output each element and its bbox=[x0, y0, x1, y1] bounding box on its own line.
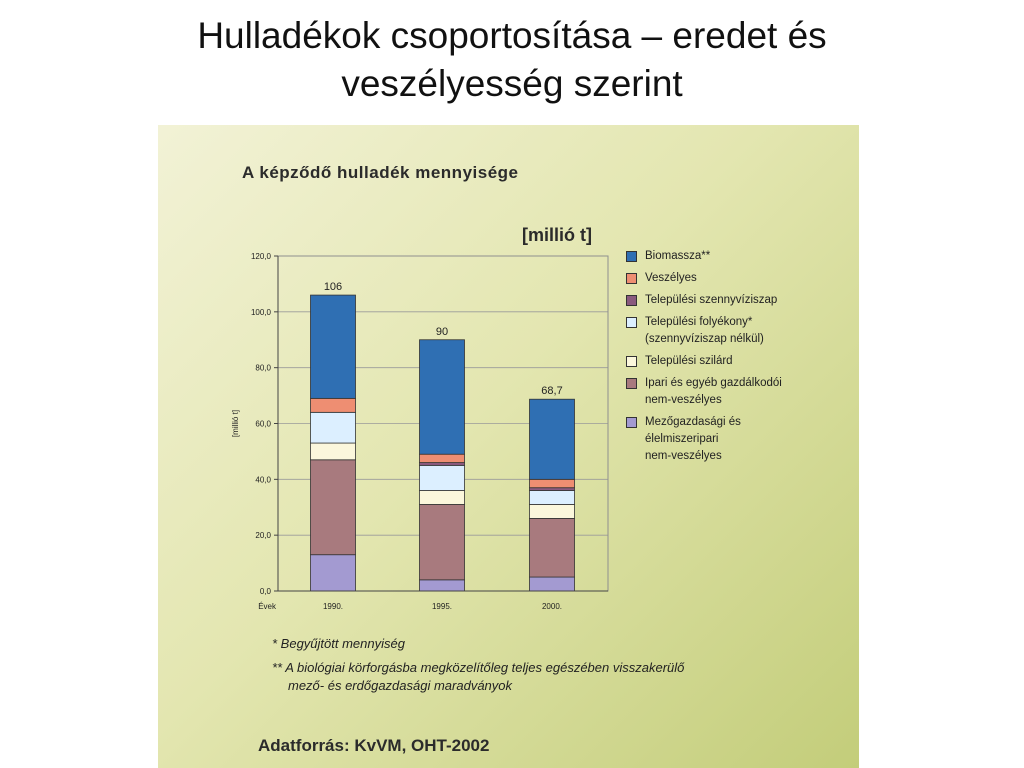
legend-item bbox=[626, 375, 846, 409]
footnotes bbox=[272, 635, 684, 695]
bar-segment bbox=[530, 491, 575, 505]
legend-item bbox=[626, 292, 846, 309]
bar-segment bbox=[530, 577, 575, 591]
x-axis-label: Évek bbox=[258, 602, 276, 611]
legend-label: Ipari és egyéb gazdálkodói nem-veszélyes bbox=[645, 377, 782, 406]
legend-label: Települési szennyvíziszap bbox=[645, 294, 778, 306]
bar-segment bbox=[311, 443, 356, 460]
x-tick-label: 2000. bbox=[541, 602, 563, 611]
footnote-1: * Begyűjtött mennyiség bbox=[272, 636, 405, 651]
total-label: 90 bbox=[435, 325, 449, 338]
bar-segment bbox=[420, 454, 465, 462]
unit-label: [millió t] bbox=[522, 225, 592, 245]
legend-item bbox=[626, 248, 846, 265]
slide-title-line-2: veszélyesség szerint bbox=[341, 63, 683, 104]
y-tick-label: 100,0 bbox=[250, 307, 271, 317]
bar-segment bbox=[311, 412, 356, 443]
y-tick-label: 0,0 bbox=[259, 587, 271, 596]
data-source: Adatforrás: KvVM, OHT-2002 bbox=[258, 736, 490, 755]
legend-label: Veszélyes bbox=[645, 272, 697, 284]
y-tick-label: 80,0 bbox=[255, 363, 271, 373]
bar-segment bbox=[530, 488, 575, 491]
bars bbox=[311, 295, 575, 591]
y-axis-label: [millió t] bbox=[231, 409, 240, 438]
bar-segment bbox=[530, 518, 575, 577]
bar-segment bbox=[311, 295, 356, 398]
x-tick-label: 1995. bbox=[431, 602, 453, 611]
bar-segment bbox=[311, 398, 356, 412]
x-tick-label: 1990. bbox=[322, 602, 344, 611]
bar-segment bbox=[530, 399, 575, 479]
y-tick-label: 20,0 bbox=[255, 531, 271, 541]
axis-labels bbox=[231, 252, 563, 611]
bar-segment bbox=[420, 580, 465, 591]
chart-title: A képződő hulladék mennyisége bbox=[242, 163, 519, 182]
y-tick-label: 60,0 bbox=[255, 419, 271, 429]
chart-panel bbox=[158, 125, 859, 768]
legend-label: Települési szilárd bbox=[645, 355, 733, 367]
bar-segment bbox=[420, 504, 465, 579]
y-tick-label: 40,0 bbox=[255, 475, 271, 485]
legend-swatch bbox=[626, 417, 637, 428]
legend-swatch bbox=[626, 295, 637, 306]
bar-segment bbox=[420, 463, 465, 466]
total-label: 106 bbox=[323, 281, 343, 294]
legend-label: Mezőgazdasági és élelmiszeripari nem-veszélyes bbox=[645, 416, 741, 462]
bar-segment bbox=[420, 340, 465, 454]
slide-title bbox=[0, 12, 1024, 108]
slide-title-line-1: Hulladékok csoportosítása – eredet és bbox=[197, 15, 827, 56]
legend-swatch bbox=[626, 317, 637, 328]
legend-item bbox=[626, 414, 846, 465]
y-tick-label: 120,0 bbox=[250, 252, 271, 261]
legend-item bbox=[626, 270, 846, 287]
footnote-2-line-1: ** A biológiai körforgásba megközelítőleg teljes egészében visszakerülő bbox=[272, 660, 685, 675]
bar-segment bbox=[420, 491, 465, 505]
total-label: 68,7 bbox=[541, 385, 563, 398]
legend-label: Biomassza** bbox=[645, 250, 711, 262]
bar-segment bbox=[420, 465, 465, 490]
legend-item bbox=[626, 314, 846, 348]
legend bbox=[626, 248, 846, 470]
bar-segment bbox=[530, 479, 575, 487]
legend-swatch bbox=[626, 378, 637, 389]
legend-label: Települési folyékony* (szennyvíziszap nélkül) bbox=[645, 316, 764, 345]
legend-item bbox=[626, 353, 846, 370]
bar-segment bbox=[311, 555, 356, 591]
legend-swatch bbox=[626, 356, 637, 367]
legend-swatch bbox=[626, 251, 637, 262]
legend-swatch bbox=[626, 273, 637, 284]
bar-segment bbox=[311, 460, 356, 555]
bar-segment bbox=[530, 504, 575, 518]
footnote-2-line-2: mező- és erdőgazdasági maradványok bbox=[288, 678, 513, 693]
